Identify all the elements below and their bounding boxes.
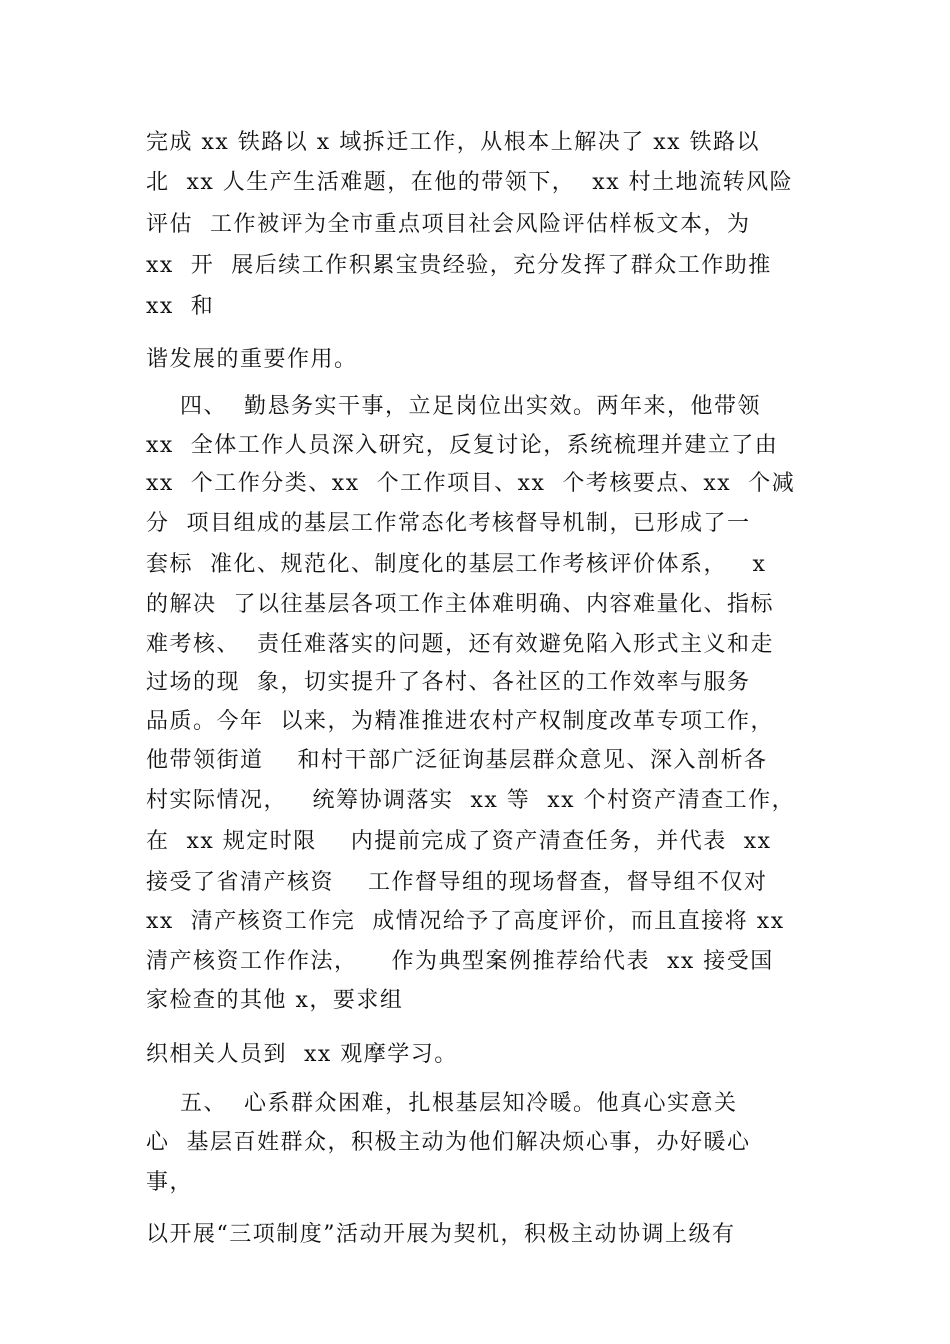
text-line: xx 开 展后续工作积累宝贵经验，充分发挥了群众工作助推 xyxy=(146,253,772,278)
text-line: 分 项目组成的基层工作常态化考核督导机制，已形成了一 xyxy=(146,511,751,536)
text-line: 评估 工作被评为全市重点项目社会风险评估样板文本，为 xyxy=(146,212,751,237)
text-line: 清产核资工作作法， 作为典型案例推荐给代表 xx 接受国 xyxy=(146,949,774,974)
text-line: 家检查的其他 x，要求组 xyxy=(146,988,404,1013)
text-line: 五、 心系群众困难，扎根基层知冷暖。他真心实意关 xyxy=(146,1091,738,1116)
text-line: 以开展“三项制度”活动开展为契机，积极主动协调上级有 xyxy=(146,1222,736,1247)
text-line: xx 个工作分类、xx 个工作项目、xx 个考核要点、xx 个减 xyxy=(146,471,796,496)
text-line: 完成 xx 铁路以 x 域拆迁工作，从根本上解决了 xx 铁路以 xyxy=(146,130,760,155)
text-line: 过场的现 象，切实提升了各村、各社区的工作效率与服务 xyxy=(146,670,751,695)
text-line: xx 清产核资工作完 成情况给予了高度评价，而且直接将 xx xyxy=(146,909,785,934)
text-line: 事， xyxy=(146,1170,194,1195)
text-line: xx 全体工作人员深入研究，反复讨论，系统梳理并建立了由 xyxy=(146,433,779,458)
text-line: 套标 准化、规范化、制度化的基层工作考核评价体系， x xyxy=(146,552,767,577)
text-line: 的解决 了以往基层各项工作主体难明确、内容难量化、指标 xyxy=(146,592,774,617)
text-line: 难考核、 责任难落实的问题，还有效避免陷入形式主义和走 xyxy=(146,632,774,657)
text-line: 品质。今年 以来，为精准推进农村产权制度改革专项工作， xyxy=(146,709,774,734)
text-line: 北 xx 人生产生活难题，在他的带领下， xx 村土地流转风险 xyxy=(146,170,794,195)
text-line: 织相关人员到 xx 观摩学习。 xyxy=(146,1042,458,1067)
text-line: 心 基层百姓群众，积极主动为他们解决烦心事，办好暖心 xyxy=(146,1130,751,1155)
text-line: 谐发展的重要作用。 xyxy=(146,347,358,372)
text-line: 在 xx 规定时限 内提前完成了资产清查任务，并代表 xx xyxy=(146,829,772,854)
text-line: 村实际情况， 统筹协调落实 xx 等 xx 个村资产清查工作， xyxy=(146,788,796,813)
text-line: 四、 勤恳务实干事，立足岗位出实效。两年来，他带领 xyxy=(146,394,761,419)
text-line: xx 和 xyxy=(146,294,215,319)
text-line: 他带领街道 和村干部广泛征询基层群众意见、深入剖析各 xyxy=(146,748,768,773)
text-line: 接受了省清产核资 工作督导组的现场督查，督导组不仅对 xyxy=(146,870,768,895)
